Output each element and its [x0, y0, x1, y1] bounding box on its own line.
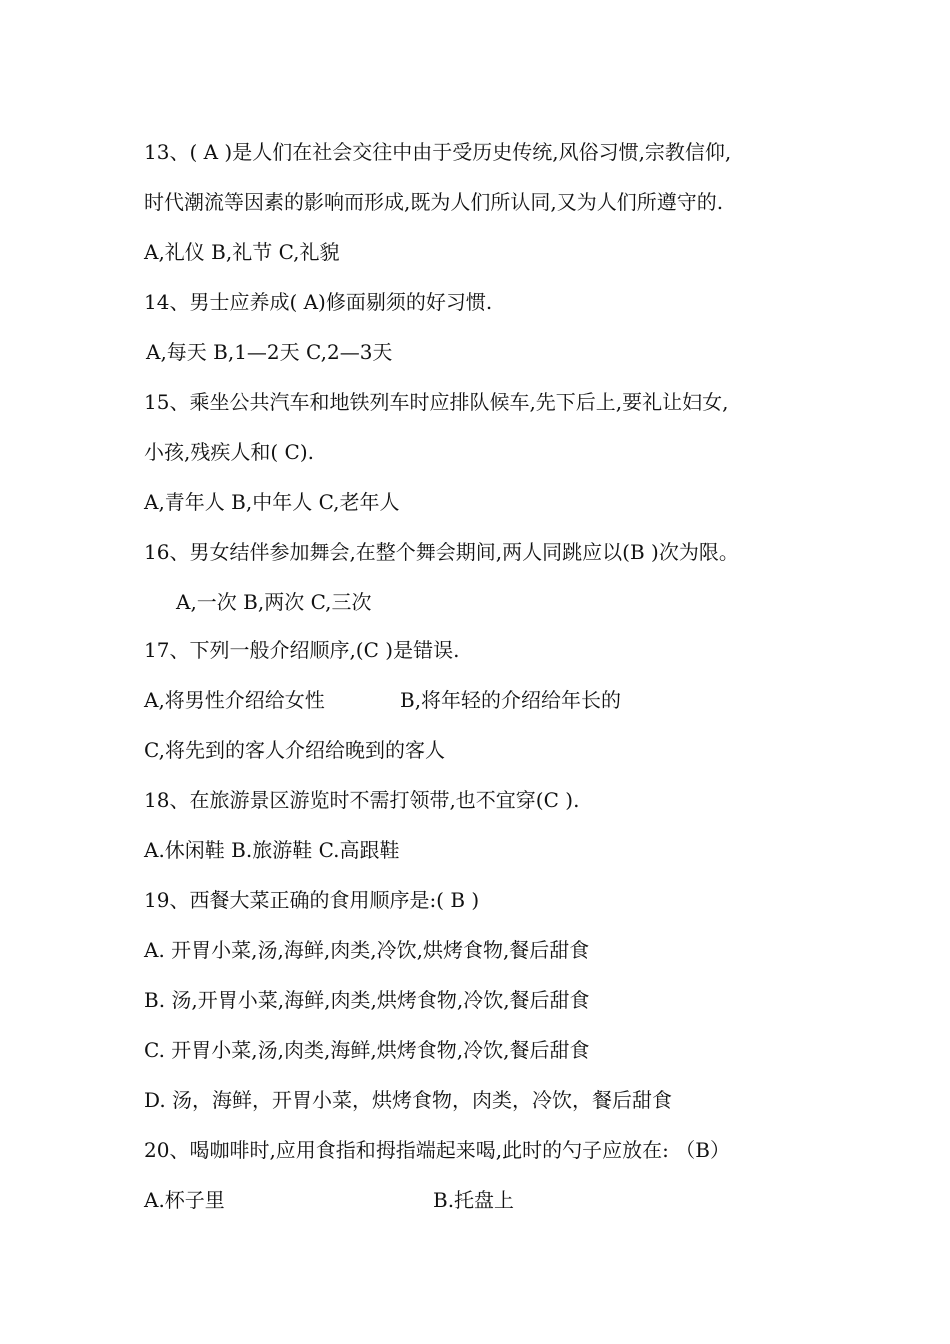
question-13-stem-line-1: 13、( A )是人们在社会交往中由于受历史传统,风俗习惯,宗教信仰, — [144, 140, 732, 164]
question-16-options: A,一次 B,两次 C,三次 — [176, 590, 372, 614]
question-19-option-b: B. 汤,开胃小菜,海鲜,肉类,烘烤食物,冷饮,餐后甜食 — [144, 988, 590, 1012]
question-15-stem-line-1: 15、乘坐公共汽车和地铁列车时应排队候车,先下后上,要礼让妇女, — [144, 390, 729, 414]
question-17-options-row — [144, 686, 704, 714]
question-17-option-c: C,将先到的客人介绍给晚到的客人 — [144, 738, 445, 762]
question-14-options: A,每天 B,1—2天 C,2—3天 — [146, 340, 393, 364]
question-20-options-row — [144, 1186, 704, 1214]
question-18-stem: 18、在旅游景区游览时不需打领带,也不宜穿(C ). — [144, 788, 580, 812]
question-19-stem: 19、西餐大菜正确的食用顺序是:( B ) — [144, 888, 480, 912]
question-20-option-a: A.杯子里 — [144, 1188, 225, 1212]
question-17-stem: 17、下列一般介绍顺序,(C )是错误. — [144, 638, 460, 662]
question-19-option-c: C. 开胃小菜,汤,肉类,海鲜,烘烤食物,冷饮,餐后甜食 — [144, 1038, 590, 1062]
question-16-stem: 16、男女结伴参加舞会,在整个舞会期间,两人同跳应以(B )次为限。 — [144, 540, 739, 564]
question-14-stem: 14、男士应养成( A)修面剔须的好习惯. — [144, 290, 493, 314]
question-19-option-a: A. 开胃小菜,汤,海鲜,肉类,冷饮,烘烤食物,餐后甜食 — [144, 938, 590, 962]
question-18-options: A.休闲鞋 B.旅游鞋 C.高跟鞋 — [144, 838, 400, 862]
question-19-option-d: D. 汤，海鲜，开胃小菜，烘烤食物，肉类，冷饮，餐后甜食 — [144, 1088, 673, 1112]
question-17-option-b: B,将年轻的介绍给年长的 — [400, 688, 622, 712]
question-15-stem-line-2: 小孩,残疾人和( C). — [144, 440, 314, 464]
question-17-option-a: A,将男性介绍给女性 — [144, 688, 325, 712]
question-20-option-b: B.托盘上 — [433, 1188, 515, 1212]
question-13-options: A,礼仪 B,礼节 C,礼貌 — [144, 240, 340, 264]
question-15-options: A,青年人 B,中年人 C,老年人 — [144, 490, 400, 514]
question-13-stem-line-2: 时代潮流等因素的影响而形成,既为人们所认同,又为人们所遵守的. — [144, 190, 724, 214]
question-20-stem: 20、喝咖啡时,应用食指和拇指端起来喝,此时的勺子应放在: （B） — [144, 1138, 730, 1162]
